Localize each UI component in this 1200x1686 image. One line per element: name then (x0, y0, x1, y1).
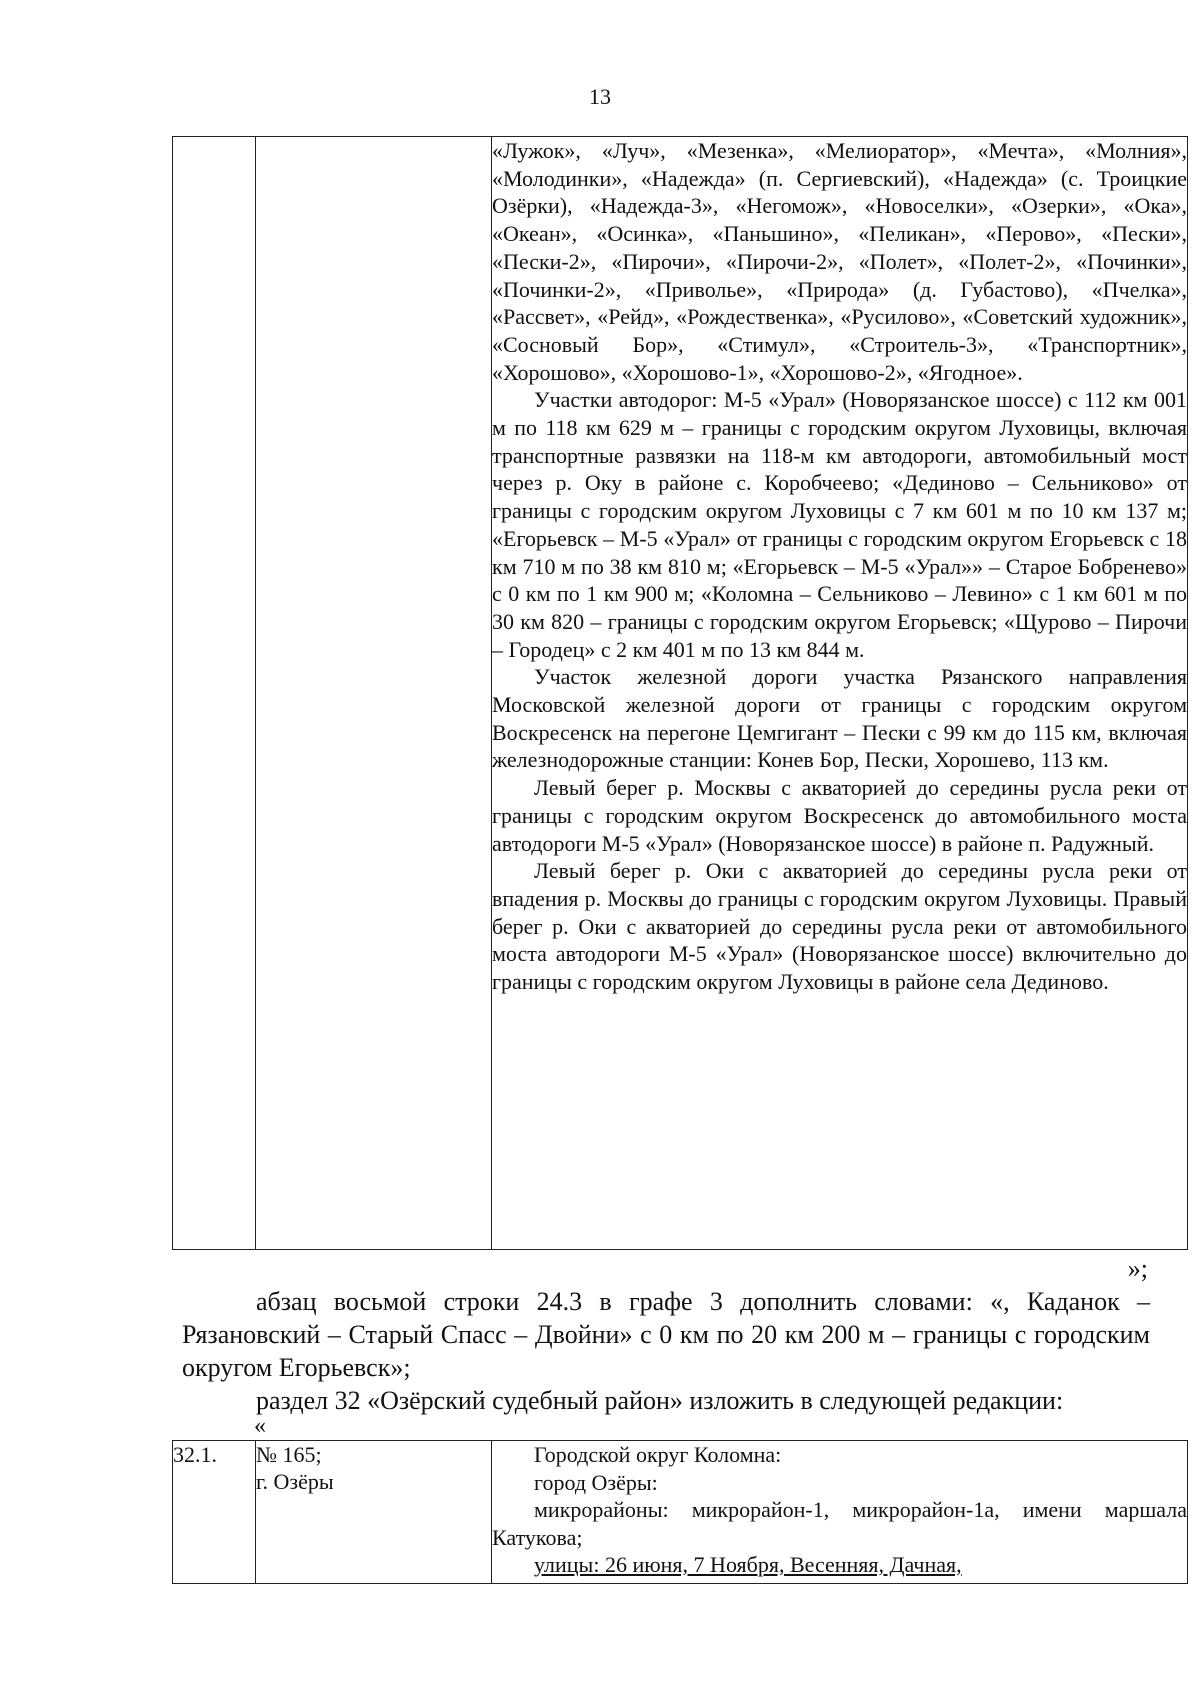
court-location: г. Озёры (256, 1469, 334, 1494)
table-cell-territory (492, 137, 1188, 1250)
table-cell-court (256, 1441, 492, 1584)
opening-quote: « (254, 1413, 266, 1439)
territory-paragraph: Левый берег р. Оки с акваторией до середины русла реки от впадения р. Москвы до границы с городским округом Луховицы. Правый берег р. Оки с акваторией до середины русла реки от автомобильного моста автодороги М-5 «Урал» (Новорязанское шоссе) включительно до границы с городским округом Луховицы в районе села Дединово. (492, 858, 1187, 995)
territory-line: Городской округ Коломна: (534, 1442, 782, 1467)
territory-paragraph: «Лужок», «Луч», «Мезенка», «Мелиоратор», «Мечта», «Молния», «Молодинки», «Надежда» (п. Сергиевский), «Надежда» (с. Троицкие Озёрки), «Надежда-3», «Негомож», «Новоселки», «Озерки», «Ока», «Океан», «Осинка», «Паньшино», «Пеликан», «Перово», «Пески», «Пески-2», «Пирочи», «Пирочи-2», «Полет», «Полет-2», «Починки», «Починки-2», «Приволье», «Природа» (д. Губастово), «Пчелка», «Рассвет», «Рейд», «Рождественка», «Русилово», «Советский художник», «Сосновый Бор», «Стимул», «Строитель-3», «Транспортник», «Хорошово», «Хорошово-1», «Хорошово-2», «Ягодное». (492, 138, 1187, 385)
territory-line: город Озёры: (534, 1469, 658, 1495)
amendment-paragraph-1 (182, 1285, 1150, 1384)
row-number: 32.1. (173, 1442, 217, 1467)
territory-paragraph: Участки автодорог: М-5 «Урал» (Новорязанское шоссе) с 112 км 001 м по 118 км 629 м – границы с городским округом Луховицы, включая транспортные развязки на 118-м км автодороги, автомобильный мост через р. Оку в районе с. Коробчеево; «Дединово – Сельниково» от границы с городским округом Луховицы с 7 км 601 м по 10 км 137 м; «Егорьевск – М-5 «Урал» от границы с городским округом Егорьевск с 18 км 710 м по 38 км 810 м; «Егорьевск – М-5 «Урал»» – Старое Бобренево» с 0 км по 1 км 900 м; «Коломна – Сельниково – Левино» с 1 км 601 м по 30 км 820 – границы с городским округом Егорьевск; «Щурово – Пирочи – Городец» с 2 км 401 м по 13 км 844 м. (492, 387, 1187, 662)
table-cell-number (173, 137, 256, 1250)
page-number: 13 (589, 84, 611, 109)
paragraph-text: раздел 32 «Озёрский судебный район» изложить в следующей редакции: (256, 1386, 1064, 1415)
table-row (173, 1441, 1188, 1584)
table-cell-court (256, 137, 492, 1250)
territory-paragraph: Левый берег р. Москвы с акваторией до середины русла реки от границы с городским округом Воскресенск до автомобильного моста автодороги М-5 «Урал» (Новорязанское шоссе) в районе п. Радужный. (492, 775, 1187, 856)
table-cell-number (173, 1441, 256, 1584)
paragraph-text: абзац восьмой строки 24.3 в графе 3 дополнить словами: «, Каданок – Рязановский – Старый Спасс – Двойни» с 0 км по 20 км 200 м – границы с городским округом Егорьевск»; (182, 1287, 1150, 1382)
closing-quote: »; (1127, 1254, 1148, 1283)
court-number: № 165; (256, 1442, 322, 1467)
territory-line: микрорайоны: микрорайон-1, микрорайон-1а, имени маршала Катукова; (492, 1497, 1187, 1550)
section-32-table (172, 1440, 1188, 1584)
table-row (173, 137, 1188, 1250)
amendment-paragraph-2 (182, 1384, 1150, 1417)
continued-table (172, 136, 1188, 1250)
territory-line: улицы: 26 июня, 7 Ноября, Весенняя, Дачная, (534, 1552, 962, 1577)
territory-paragraph: Участок железной дороги участка Рязанского направления Московской железной дороги от границы с городским округом Воскресенск на перегоне Цемгигант – Пески с 99 км до 115 км, включая железнодорожные станции: Конев Бор, Пески, Хорошево, 113 км. (492, 664, 1187, 773)
table-cell-territory (492, 1441, 1188, 1584)
